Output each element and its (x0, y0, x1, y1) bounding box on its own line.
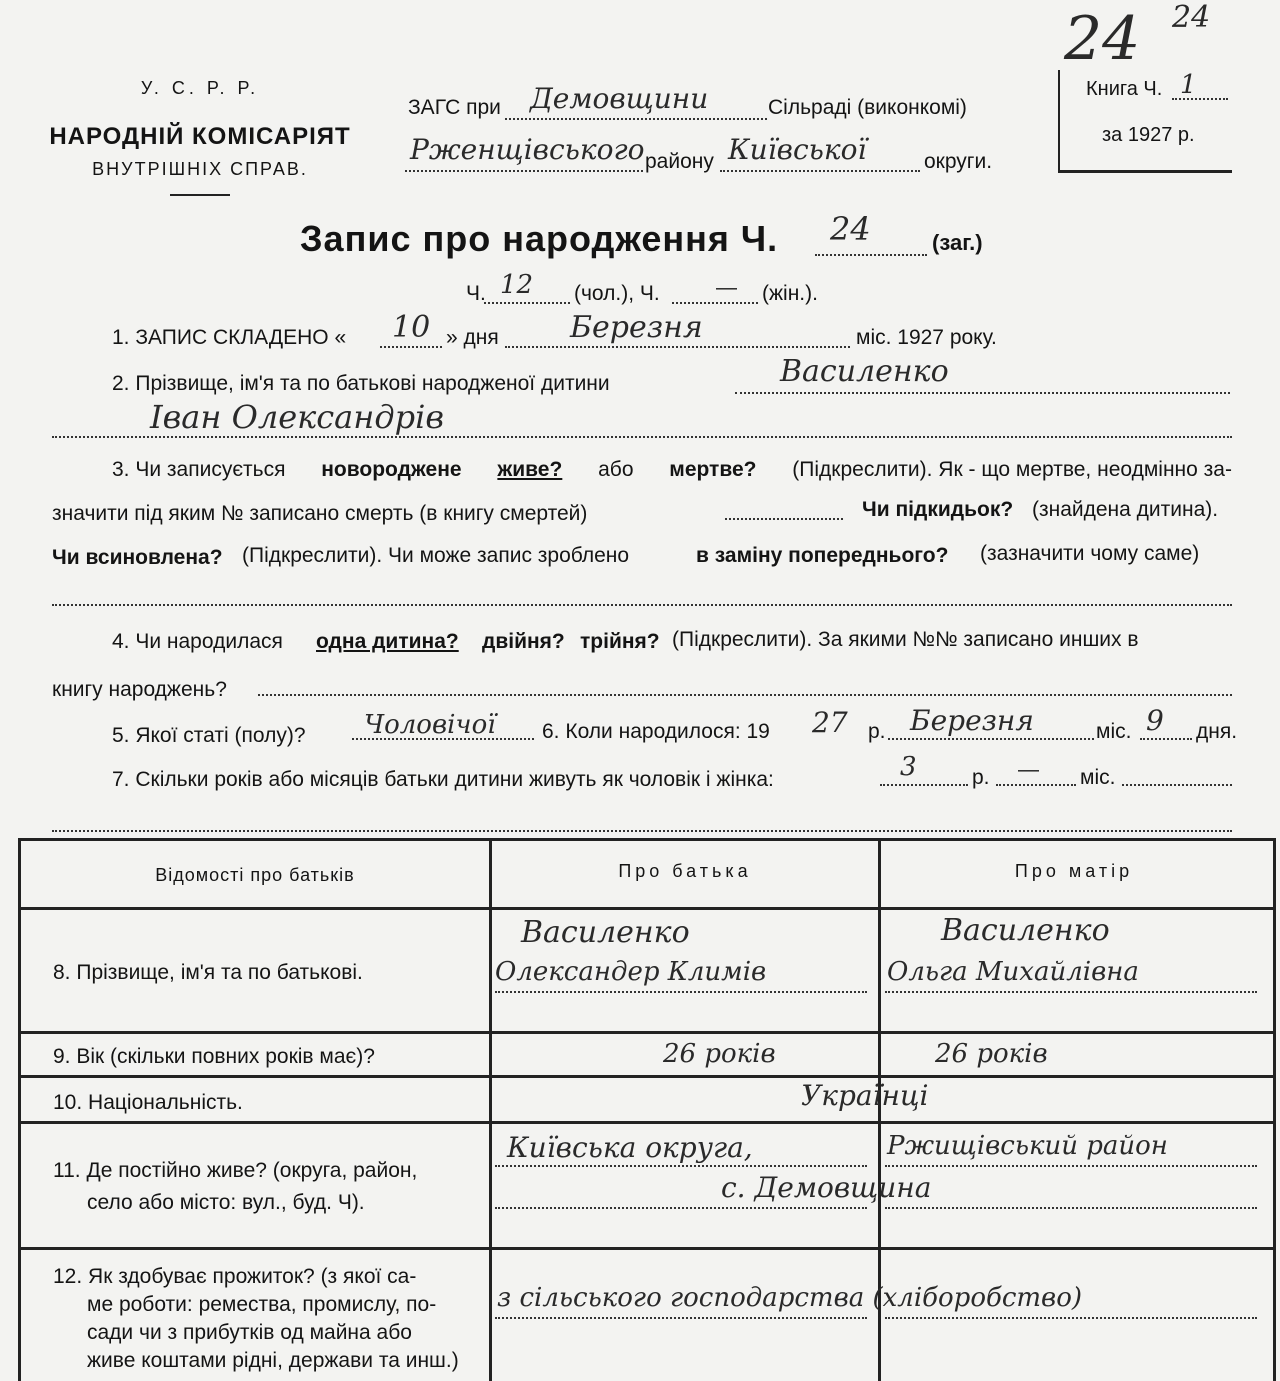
row9-label: 9. Вік (скільки повних років має)? (53, 1045, 375, 1068)
q4-twins: двійня? (482, 630, 565, 653)
row11-label-2: село або місто: вул., буд. Ч). (87, 1191, 365, 1214)
q2-label: 2. Прізвище, ім'я та по батькові народженої дитини (112, 372, 610, 395)
q6-year-label: р. (868, 720, 886, 743)
record-number: 24 (830, 210, 871, 248)
book-label: Книга Ч. (1086, 78, 1163, 100)
row8-father-surname: Василенко (521, 915, 690, 950)
q3-newborn: новороджене (321, 458, 462, 481)
header-divider (170, 194, 230, 196)
district-label: району (645, 150, 714, 173)
q6-day-label: дня. (1196, 720, 1238, 743)
row11-mother-line-1 (885, 1165, 1257, 1167)
row12-label-2: ме роботи: ремества, промислу, по- (87, 1293, 437, 1316)
q4-prefix: 4. Чи народилася (112, 630, 283, 653)
q1-prefix: 1. ЗАПИС СКЛАДЕНО « (112, 326, 347, 349)
row11-father-line-2 (495, 1207, 867, 1209)
q1-month-value: Березня (570, 310, 703, 345)
male-no-line (484, 302, 570, 304)
q2-surname-line (735, 392, 1230, 394)
zags-village-value: Демовщини (530, 82, 709, 115)
q6-label: 6. Коли народилося: 19 (542, 720, 770, 743)
q5-sex-line (352, 738, 534, 740)
q7-years-value: 3 (900, 752, 917, 782)
header-mother: Про матір (1014, 861, 1134, 881)
issuer-block (40, 78, 360, 196)
q7-months-line (996, 784, 1076, 786)
female-no-line (672, 302, 758, 304)
q3-foundling: Чи підкидьок? (862, 498, 1014, 521)
male-no-value: 12 (500, 270, 534, 300)
q5-sex-value: Чоловічої (364, 710, 496, 740)
corner-record-number: 24 (1064, 4, 1141, 74)
row11-father-residence: Київська округа, (507, 1131, 753, 1164)
q7-extra-line (52, 830, 1232, 832)
row11-village: с. Демовщина (721, 1171, 932, 1204)
row12-livelihood: з сільського господарства (хліборобство) (497, 1283, 1082, 1313)
row9-mother-age: 26 років (935, 1039, 1048, 1069)
col-divider-1 (489, 841, 492, 1381)
row8-father-name: Олександер Климів (495, 957, 767, 987)
q4-triplets: трійня? (580, 630, 660, 653)
q1-suffix: міс. 1927 року. (856, 326, 997, 349)
q3-dead: мертве? (669, 458, 757, 481)
row-divider-11 (21, 1247, 1273, 1250)
row12-label-3: сади чи з прибутків од майна або (87, 1321, 412, 1344)
corner-record-number-small: 24 (1172, 0, 1211, 35)
row8-mother-name: Ольга Михайлівна (887, 957, 1139, 987)
q3-death-line (725, 518, 843, 520)
q3-or: або (598, 458, 634, 481)
q6-year-value: 27 (812, 706, 848, 739)
q7-years-line (880, 784, 968, 786)
row11-father-line-1 (495, 1165, 867, 1167)
header-parents-info: Відомості про батьків (155, 865, 355, 885)
row8-label: 8. Прізвище, ім'я та по батькові. (53, 961, 363, 984)
q1-mid: » дня (446, 326, 499, 349)
row10-nationality: Українці (801, 1079, 929, 1112)
female-label: (жін.). (762, 282, 818, 305)
row12-father-line (495, 1317, 867, 1319)
row8-mother-line (885, 991, 1257, 993)
male-label: (чол.), Ч. (574, 282, 660, 305)
female-no-value: — (716, 276, 737, 299)
q2-name-line (52, 436, 1232, 438)
q3-reason-line (52, 604, 1232, 606)
q4-single: одна дитина? (316, 630, 459, 653)
zags-village-line (505, 118, 767, 120)
okruga-line (720, 170, 920, 172)
q3-replacement: в заміну попереднього? (696, 544, 949, 567)
record-number-line (815, 254, 927, 256)
district-line (405, 170, 643, 172)
q3-line-3b: (Підкреслити). Чи може запис зроблено (242, 544, 630, 567)
book-year: за 1927 р. (1102, 124, 1195, 146)
q7-tail-line (1122, 784, 1232, 786)
district-value: Рженщівського (410, 133, 645, 166)
q6-month-value: Березня (910, 704, 1034, 737)
row12-label-4: живе коштами рідні, держави та инш.) (87, 1349, 459, 1372)
document-title: Запис про народження Ч. (300, 218, 779, 259)
okruga-label: округи. (924, 150, 993, 173)
q3-line-1 (112, 458, 1232, 482)
q7-months-value: — (1018, 758, 1039, 781)
male-no-prefix: Ч. (466, 282, 486, 305)
q7-label: 7. Скільки років або місяців батьки дитини живуть як чоловік і жінка: (112, 768, 774, 791)
row10-label: 10. Національність. (53, 1091, 243, 1114)
book-line (1172, 98, 1228, 100)
parents-table (18, 838, 1276, 1381)
row-divider-8 (21, 1031, 1273, 1034)
q6-month-line (888, 738, 1094, 740)
q3-adopted: Чи всиновлена? (52, 546, 223, 569)
q6-month-label: міс. (1096, 720, 1132, 743)
q2-surname-value: Василенко (780, 354, 949, 389)
q1-day-value: 10 (392, 310, 431, 345)
q1-day-line (380, 346, 442, 348)
title-suffix: (заг.) (932, 230, 983, 255)
row12-label-1: 12. Як здобуває прожиток? (з якої са- (53, 1265, 417, 1288)
q4-line-2: книгу народжень? (52, 678, 227, 701)
q3-line-2c: (знайдена дитина). (1032, 498, 1219, 521)
zags-suffix: Сільраді (виконкомі) (768, 96, 967, 119)
q3-line-3d: (зазначити чому саме) (980, 542, 1200, 565)
q7-years-label: р. (972, 766, 990, 789)
row-divider-9 (21, 1075, 1273, 1078)
republic-abbr: У. С. Р. Р. (140, 78, 260, 98)
book-value: 1 (1180, 70, 1197, 100)
department-title: ВНУТРІШНІХ СПРАВ. (92, 159, 308, 179)
commissariat-title: НАРОДНІЙ КОМІСАРІЯТ (49, 123, 351, 150)
row11-mother-residence: Ржищівський район (887, 1131, 1168, 1161)
row-divider-10 (21, 1121, 1273, 1124)
q3-line-2a: значити під яким № записано смерть (в книгу смертей) (52, 502, 588, 525)
q6-day-value: 9 (1146, 704, 1164, 737)
q5-label: 5. Якої статі (полу)? (112, 724, 306, 747)
q4-rest: (Підкреслити). За якими №№ записано инших в (672, 628, 1139, 651)
q6-day-line (1140, 738, 1192, 740)
row11-label-1: 11. Де постійно живе? (округа, район, (53, 1159, 418, 1182)
q2-name-value: Іван Олександрів (150, 398, 444, 436)
q3-s1: 3. Чи записується (112, 458, 286, 481)
row11-mother-line-2 (885, 1207, 1257, 1209)
row9-father-age: 26 років (663, 1039, 776, 1069)
row12-mother-line (885, 1317, 1257, 1319)
q7-months-label: міс. (1080, 766, 1116, 789)
q3-alive: живе? (497, 458, 563, 481)
okruga-value: Київської (728, 133, 867, 166)
q1-month-line (505, 346, 850, 348)
header-father: Про батька (618, 861, 752, 881)
zags-prefix: ЗАГС при (408, 96, 501, 119)
row-divider-header (21, 907, 1273, 910)
q4-numbers-line (258, 694, 1232, 696)
row8-mother-surname: Василенко (941, 913, 1110, 948)
row8-father-line (495, 991, 867, 993)
q3-s6: (Підкреслити). Як - що мертве, неодмінно за- (792, 458, 1232, 481)
